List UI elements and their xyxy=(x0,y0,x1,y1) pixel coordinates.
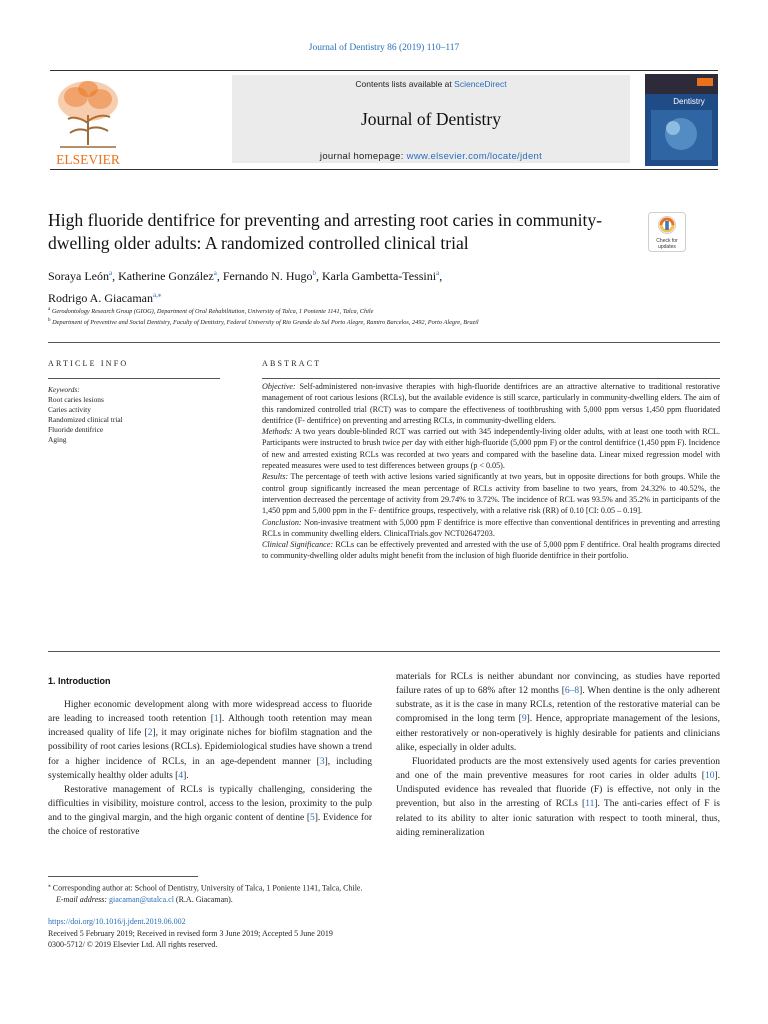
paragraph: Restorative management of RCLs is typically challenging, considering the difficulties in visibility, moisture control, access to the lesion, proximity to the pulp and to the gingival margin, and the high organic content of dentine [5]. Evidence for the choice of restorative xyxy=(48,784,372,838)
footnote-line xyxy=(48,894,720,906)
keywords-block xyxy=(48,385,218,444)
section-heading-introduction: 1. Introduction xyxy=(48,676,111,686)
affiliation-mark: b xyxy=(48,318,51,323)
email-label: E-mail address: xyxy=(56,895,108,905)
reference-link[interactable]: 11 xyxy=(585,799,595,810)
affiliation-link[interactable]: a xyxy=(436,269,440,277)
body-column-left xyxy=(48,698,372,840)
affiliation xyxy=(48,307,728,315)
abstract-results xyxy=(262,471,720,516)
elsevier-logo[interactable] xyxy=(50,75,126,167)
paragraph: Higher economic development along with more widespread access to fluoride are leading to increased tooth retention [1]. Although tooth retention may mean increased quality of life [2], it may originate niches for biofilm stagnation and the possibility of root caries lesions (RCLs). Epidemiological studies have shown a trend for a higher incidence of RCLs, in an age-dependent manner [3], including systemically healthy older adults [4]. xyxy=(48,700,373,781)
author-list: Soraya León$^a$, Katherine González$^a$, Fernando N. Hugo$^b$, Karla Gambetta-Tessini$^a$, Rodrigo A. Giacaman$^{a,⁎}$ xyxy=(48,269,443,305)
affiliation-text: Department of Preventive and Social Dentistry, Faculty of Dentistry, Federal University of Rio Grande do Sul Porto Alegre, Ramiro Barcelos, 2492, Porto Alegre, Brazil xyxy=(52,319,479,327)
affiliation xyxy=(48,318,728,326)
reference-link[interactable]: 1 xyxy=(213,714,219,725)
received-dates: Received 5 February 2019; Received in revised form 3 June 2019; Accepted 5 June 2019 xyxy=(48,928,333,938)
article-info-heading: ARTICLE INFO xyxy=(48,359,129,368)
author-name: Karla Gambetta-Tessini xyxy=(321,269,437,283)
abstract-heading: ABSTRACT xyxy=(262,359,322,368)
article-title: High fluoride dentifrice for preventing and arresting root caries in community-dwelling older adults: A randomized controlled clinical trial xyxy=(48,210,603,253)
author-name: Soraya León xyxy=(48,269,109,283)
reference-link[interactable]: 3 xyxy=(319,756,325,767)
cover-title: Dentistry xyxy=(673,97,705,106)
divider xyxy=(48,651,720,652)
abstract-conclusion xyxy=(262,517,720,540)
results-label: Results: xyxy=(262,472,289,482)
paragraph: materials for RCLs is neither abundant nor convincing, as studies have reported failure rates of up to 68% after 12 months [6–8]. When dentine is the only adherent substrate, as it is the case in many RCLs, retention of the restorative material can be compromised in the long term [9]. Hence, appropriate management of the lesions, either restoratively or non-operatively is highly desirable for patients and clinicians alike, especially in older adults. xyxy=(396,672,721,753)
divider xyxy=(48,342,720,343)
crossmark-label-2: updates xyxy=(658,244,676,250)
author-name: Katherine González xyxy=(118,269,214,283)
sciencedirect-link[interactable]: ScienceDirect xyxy=(454,79,507,89)
reference-link[interactable]: 2 xyxy=(147,728,153,739)
publisher-name: ELSEVIER xyxy=(56,152,120,167)
homepage-link[interactable]: www.elsevier.com/locate/jdent xyxy=(406,151,543,162)
journal-cover-image[interactable] xyxy=(645,74,718,166)
publication-info xyxy=(48,916,720,951)
footnote-text: Corresponding author at: School of Dentistry, University of Talca, 1 Poniente 1141, Talca, Chile. xyxy=(52,883,363,893)
keyword-item: Root caries lesions xyxy=(48,394,104,404)
crossmark-check-for-updates-icon[interactable] xyxy=(648,212,686,252)
abstract-objective xyxy=(262,381,720,426)
copyright: 0300-5712/ © 2019 Elsevier Ltd. All rights reserved. xyxy=(48,940,218,949)
objective-label: Objective: xyxy=(262,382,296,391)
journal-reference[interactable]: Journal of Dentistry 86 (2019) 110–117 xyxy=(308,43,460,53)
reference-link[interactable]: 9 xyxy=(521,714,527,725)
keyword-item: Randomized clinical trial xyxy=(48,414,123,424)
doi-link[interactable]: https://doi.org/10.1016/j.jdent.2019.06.002 xyxy=(48,917,186,926)
reference-link[interactable]: 5 xyxy=(310,813,315,824)
journal-masthead xyxy=(50,70,718,170)
reference-link[interactable]: 4 xyxy=(178,770,184,781)
footnote-mark: ⁎ xyxy=(48,883,51,889)
homepage-prefix: journal homepage: xyxy=(319,151,404,162)
author-name: Fernando N. Hugo xyxy=(222,269,313,283)
methods-text: A two years double-blinded RCT was carried out with 345 independently-living older adults, with at least one tooth with RCL. Participants were instructed to brush twice xyxy=(262,427,720,448)
reference-link[interactable]: 10 xyxy=(704,771,715,782)
keyword-item: Caries activity xyxy=(48,404,91,414)
methods-label: Methods: xyxy=(262,427,293,437)
affiliation-text: Gerodontology Research Group (GIOG), Department of Oral Rehabilitation, University of Talca, 1 Poniente 1141, Talca, Chile xyxy=(51,308,374,316)
reference-link[interactable]: 6–8 xyxy=(564,686,580,697)
footnote-line xyxy=(48,881,720,894)
abstract-significance xyxy=(262,539,720,562)
significance-text: RCLs can be effectively prevented and arrested with the use of 5,000 ppm F dentifrice. Oral health programs directed to community-dwelling older adults might benefit from the inclusion of high fluoride dentifrice in their portfolio. xyxy=(262,540,721,561)
crossmark-label-1: Check for xyxy=(656,238,678,244)
significance-label: Clinical Significance: xyxy=(262,540,334,550)
footnote-divider xyxy=(48,876,198,877)
contents-line xyxy=(232,79,630,89)
keyword-item: Aging xyxy=(48,434,67,444)
paragraph: Fluoridated products are the most extensively used agents for caries prevention and one of the main preventive measures for root caries in older adults [10]. Undisputed evidence has revealed that fluoride (F) is effective, not only in the prevention, but also in the arresting of RCLs [11]. The anti-caries effect of F is related to its ability to alter ionic saturation with respect to tooth mineral, thus, aiding remineralization xyxy=(396,756,720,838)
keywords-label: Keywords: xyxy=(48,385,80,394)
corresponding-author-footnote xyxy=(48,881,720,906)
abstract-methods xyxy=(262,426,720,471)
methods-emphasis: per xyxy=(402,438,413,448)
results-text: The percentage of teeth with active lesions varied significantly at two years, but in opposite directions for both groups. While the control group significantly increased the mean percentage of RCLs activity from baseline to two years, from 24.32% to 40.52%, the intervention decreased the percentage of activity from 29.74% to 3.72%. The incidence of RCL was 93.5% and 35.2% in participants of the 1,450 ppm and 5,000 ppm in the F- dentifrice groups, respectively, with a relative risk (RR) of 0.10 [CI: 0.05 – 0.19]. xyxy=(262,472,720,516)
homepage-line xyxy=(232,151,630,162)
email-owner: (R.A. Giacaman). xyxy=(175,895,233,905)
affiliation-link[interactable]: a xyxy=(108,269,113,277)
journal-title: Journal of Dentistry xyxy=(361,109,501,129)
affiliation-link[interactable]: b xyxy=(312,269,316,277)
affiliation-link[interactable]: a xyxy=(213,269,217,277)
author-name: Rodrigo A. Giacaman xyxy=(48,291,153,305)
objective-text: Self-administered non-invasive therapies with high-fluoride dentifrices are an attractive alternative to traditional restorative management of root carious lesions (RCLs), but the available evidence is still scarce, particularly in community-dwelling elders. The aim of this randomized controlled trial (RCT) was to compare the effectiveness of toothbrushing with 5,000 ppm versus 1,450 ppm fluoridated dentifrice (F- dentifrice) on preventing and arresting RCLs, in community-dwelling elders. xyxy=(262,382,721,425)
email-link[interactable]: giacaman@utalca.cl xyxy=(109,895,174,905)
methods-text: day with either high-fluoride (5,000 ppm F) or the control dentifrice (1,450 ppm F). Incidence of new and arrested existing RCLs was recorded at two years and compared with the baseline data. Linear mixed regression model with repeated measures were used to test differences between groups (p < 0.05). xyxy=(262,438,720,471)
keyword-item: Fluoride dentifrice xyxy=(48,424,104,434)
affiliation-link[interactable]: a,⁎ xyxy=(152,291,162,299)
conclusion-text: Non-invasive treatment with 5,000 ppm F dentifrice is more effective than conventional dentifrices in preventing and arresting RCLs in community dwelling elders. ClinicalTrials.gov NCT02647203. xyxy=(262,517,720,538)
abstract-body xyxy=(262,381,720,562)
affiliation-mark: a xyxy=(48,307,51,312)
contents-prefix: Contents lists available at xyxy=(355,79,452,89)
conclusion-label: Conclusion: xyxy=(262,517,302,527)
divider xyxy=(262,378,720,379)
body-column-right xyxy=(396,670,720,840)
divider xyxy=(48,378,220,379)
